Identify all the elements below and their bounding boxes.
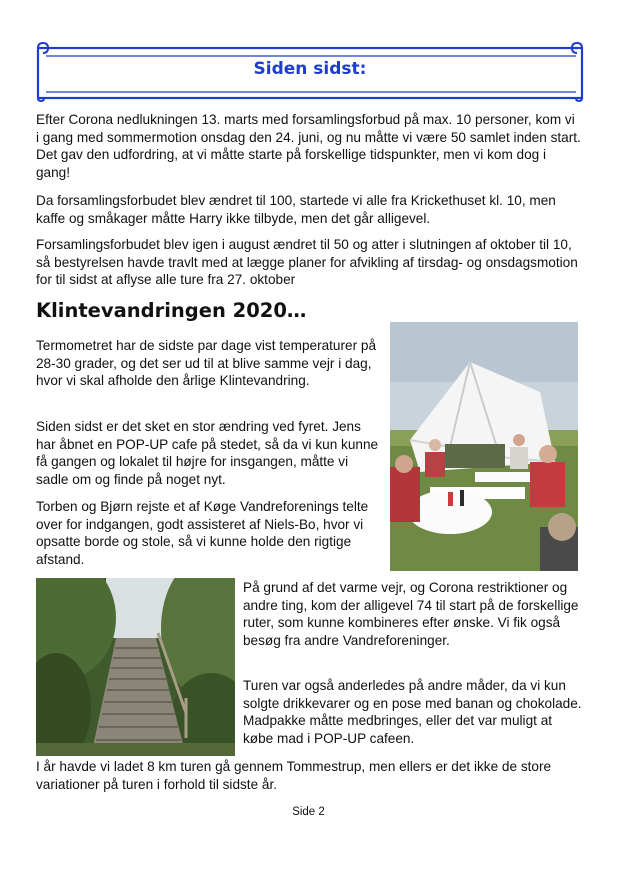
article-heading: Klintevandringen 2020…: [36, 299, 307, 322]
article-paragraph-6: I år havde vi ladet 8 km turen gå gennem Tommestrup, men ellers er det ikke de store variationer på turen i forhold til sidste år.: [36, 759, 552, 792]
article-paragraph-3: Torben og Bjørn rejste et af Køge Vandreforenings telte over for indgangen, godt assisteret af Niels-Bo, hvor vi opsatte borde og stole, så vi kunne holde den rigtige afstand.: [36, 499, 369, 567]
title-banner: [36, 42, 584, 102]
tent-cafe-photo: [390, 322, 578, 571]
intro-paragraph-1: Efter Corona nedlukningen 13. marts med forsamlingsforbud på max. 10 personer, kom vi i gang med sommermotion onsdag den 24. juni, og nu måtte vi være 50 samlet inden start. Det gav den udfordring, at vi måtte starte på forskellige tidspunkter, men vi kom dog i gang!: [36, 112, 581, 180]
article-paragraph-4: På grund af det varme vejr, og Corona restriktioner og andre ting, kom der alligevel 74 til start på de forskellige ruter, som kunne kombineres efter ønske. Vi fik også besøg fra andre Vandreforeninger.: [243, 580, 579, 648]
page-number: Side 2: [292, 806, 325, 818]
intro-paragraph-2: Da forsamlingsforbudet blev ændret til 100, startede vi alle fra Krickethuset kl. 10, men kaffe og småkager måtte Harry ikke tilbyde, men det går alligevel.: [36, 193, 556, 226]
intro-paragraph-3: Forsamlingsforbudet blev igen i august ændret til 50 og atter i slutningen af oktober til 10, så bestyrelsen havde travlt med at lægge planer for afvikling af tirsdag- og onsdagsmotion for til sidst at aflyse alle ture fra 27. oktober: [36, 237, 578, 287]
article-paragraph-2: Siden sidst er det sket en stor ændring ved fyret. Jens har åbnet en POP-UP cafe på stedet, så da vi kun kunne få gangen og lokalet til højre for insgangen, måtte vi sadle om og finde på noget nyt.: [36, 419, 379, 487]
article-paragraph-1: Termometret har de sidste par dage vist temperaturer på 28-30 grader, og det ser ud til at blive samme vejr i dag, hvor vi skal afholde den årlige Klintevandring.: [36, 338, 377, 388]
banner-title: Siden sidst:: [253, 59, 367, 79]
forest-stairs-photo: [36, 578, 235, 756]
article-paragraph-5: Turen var også anderledes på andre måder, da vi kun solgte drikkevarer og en pose med banan og chokolade. Madpakke måtte medbringes, eller det var muligt at købe mad i POP-UP cafeen.: [243, 678, 582, 746]
